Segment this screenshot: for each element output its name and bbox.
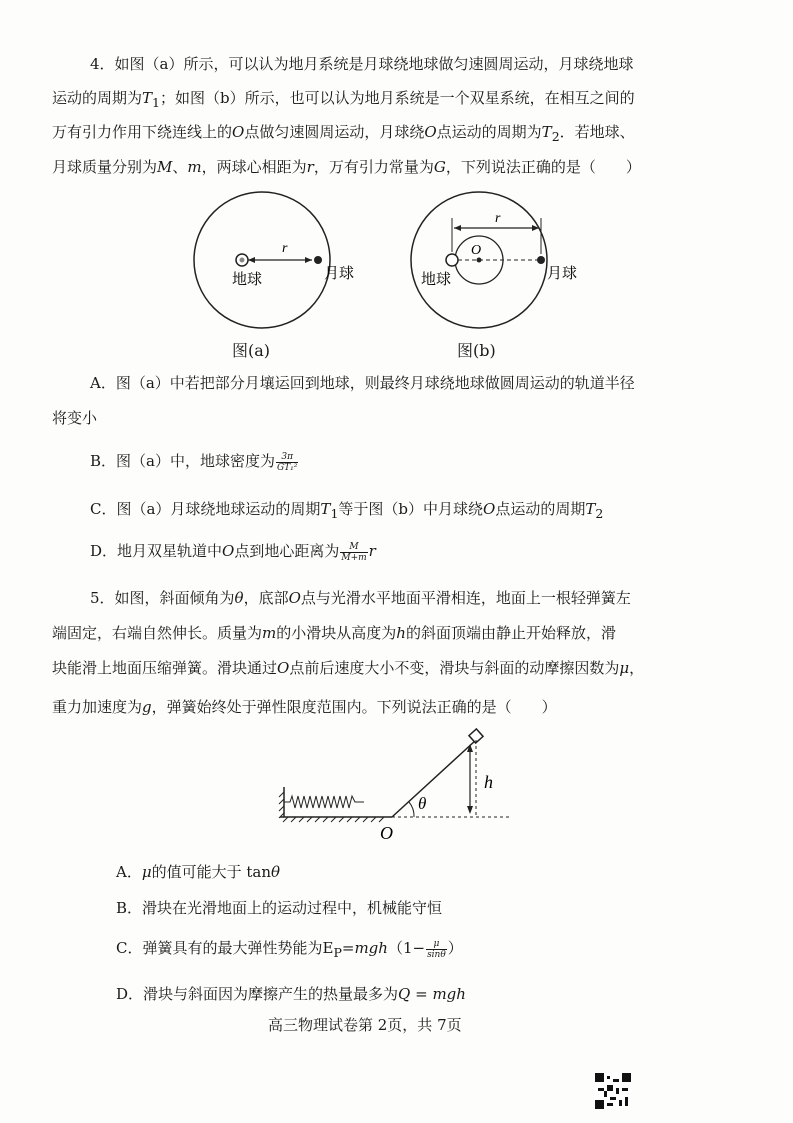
earth-center (240, 258, 245, 263)
q5-text: 5．如图，斜面倾角为 (90, 589, 235, 607)
q4-line-2 (52, 88, 635, 113)
arrow-head (467, 806, 473, 814)
angle-arc (409, 802, 414, 817)
mass-symbol: m (187, 158, 202, 176)
q5-text: 点前后速度大小不变，滑块与斜面的动摩擦因数为 (289, 659, 620, 677)
center-label: O (471, 243, 482, 258)
q4-option-a-cont (52, 408, 97, 428)
q4-line-1 (90, 54, 634, 74)
q5-option-d (116, 984, 466, 1004)
q4-text: ，两球心相距为 (201, 158, 307, 176)
option-text: D．地月双星轨道中 (90, 542, 223, 560)
q4-text: 点运动的周期为 (436, 123, 542, 141)
period-symbol: T (541, 123, 552, 141)
caption-b: 图(b) (457, 341, 496, 360)
energy-expression: mgh (432, 985, 466, 1003)
q4-text: 点做匀速圆周运动，月球绕 (244, 123, 425, 141)
q4-text: ．若地球、 (559, 123, 635, 141)
q4-text: ；如图（b）所示，也可以认为地月系统是一个双星系统，在相互之间的 (159, 89, 635, 107)
period-symbol: T (585, 500, 596, 518)
earth-label: 地球 (421, 270, 452, 288)
figure-a (180, 192, 355, 362)
subscript: 1 (330, 506, 339, 521)
q4-text: ，下列说法正确的是（ ） (445, 158, 641, 176)
q5-option-b (116, 898, 442, 918)
q5-text: ，底部 (243, 589, 289, 607)
q4-option-a (90, 373, 635, 393)
q4-option-b (90, 451, 299, 473)
option-text: A． (116, 863, 142, 881)
option-text: = (410, 985, 433, 1003)
moon-label: 月球 (547, 264, 578, 282)
q4-text: 月球质量分别为 (52, 158, 158, 176)
distance-fraction (340, 542, 367, 563)
numerator: μ (426, 939, 447, 950)
arrow-head (305, 257, 312, 263)
q5-option-c (116, 938, 463, 963)
q4-line-3 (52, 122, 635, 147)
mass-symbol: m (262, 624, 277, 642)
q5-text: ， (629, 659, 645, 677)
q5-line-1 (90, 588, 631, 608)
numerator: 3π (276, 452, 298, 463)
period-symbol: T (142, 89, 153, 107)
angle-label: θ (418, 794, 427, 813)
subscript: 2 (551, 129, 560, 144)
heat-symbol: Q (398, 985, 411, 1003)
option-text: 的值可能大于 tan (151, 863, 271, 881)
q4-line-4 (52, 157, 641, 177)
q5-text: 的小滑块从高度为 (276, 624, 397, 642)
radius-label: r (282, 241, 288, 256)
q5-text: 块能滑上地面压缩弹簧。滑块通过 (52, 659, 278, 677)
subscript: P (333, 945, 342, 960)
period-symbol: T (320, 500, 331, 518)
option-text: C．弹簧具有的最大弹性势能为E (116, 939, 334, 957)
q4-text: ，万有引力常量为 (313, 158, 434, 176)
option-text: （1− (387, 939, 426, 957)
spring (284, 796, 364, 808)
q5-line-2 (52, 623, 616, 643)
option-text: 点到地心距离为 (234, 542, 340, 560)
subscript: 1 (152, 95, 160, 110)
option-text: A．图（a）中若把部分月壤运回到地球，则最终月球绕地球做圆周运动的轨道半径 (90, 374, 635, 392)
qr-code-icon (595, 1073, 631, 1109)
q5-text: 端固定，右端自然伸长。质量为 (52, 624, 263, 642)
height-symbol: h (396, 624, 406, 642)
figure-b (405, 192, 605, 362)
q5-option-a (116, 862, 280, 882)
incline (392, 740, 476, 817)
point-symbol: O (222, 542, 235, 560)
arrow-head (248, 257, 255, 263)
q5-text: ，弹簧始终处于弹性限度范围内。下列说法正确的是（ ） (151, 698, 557, 716)
density-fraction (276, 452, 298, 473)
option-text: 等于图（b）中月球绕 (338, 500, 483, 518)
moon-icon (537, 256, 545, 264)
option-text: 点运动的周期 (495, 500, 586, 518)
arrow-head (454, 225, 461, 231)
constant-symbol: G (433, 158, 446, 176)
distance-symbol: r (368, 542, 376, 560)
denominator: M+m (341, 552, 367, 563)
q4-option-d (90, 541, 376, 563)
point-symbol: O (232, 123, 245, 141)
point-o-label: O (380, 823, 393, 843)
caption-a: 图(a) (232, 341, 271, 360)
point-symbol: O (483, 500, 496, 518)
mu-over-sin-fraction (426, 939, 447, 960)
footer-text: 高三物理试卷第 2页，共 7页 (268, 1016, 462, 1034)
point-symbol: O (288, 589, 301, 607)
point-symbol: O (277, 659, 290, 677)
incline-figure (270, 722, 520, 847)
q4-text: 4．如图（a）所示，可以认为地月系统是月球绕地球做匀速圆周运动，月球绕地球 (90, 55, 634, 73)
denominator: GT₁² (276, 462, 298, 473)
option-text: = (341, 939, 355, 957)
option-text: B．图（a）中，地球密度为 (90, 452, 275, 470)
subscript: 2 (595, 506, 604, 521)
moon-label: 月球 (324, 264, 355, 282)
option-text: ） (447, 939, 463, 957)
distance-label: r (495, 211, 501, 226)
energy-expression: mgh (354, 939, 388, 957)
earth-label: 地球 (232, 270, 263, 288)
option-text: B．滑块在光滑地面上的运动过程中，机械能守恒 (116, 899, 443, 917)
gravity-symbol: g (142, 698, 152, 716)
distance-symbol: r (306, 158, 314, 176)
page-footer (268, 1015, 462, 1035)
q5-text: 重力加速度为 (52, 698, 143, 716)
option-text: D．滑块与斜面因为摩擦产生的热量最多为 (116, 985, 399, 1003)
friction-symbol: μ (619, 659, 630, 677)
option-text: C．图（a）月球绕地球运动的周期 (90, 500, 321, 518)
friction-symbol: μ (141, 863, 152, 881)
earth-icon (446, 254, 458, 266)
q4-text: 万有引力作用下绕连线上的 (52, 123, 233, 141)
q5-line-4 (52, 697, 557, 717)
option-text: 将变小 (52, 409, 98, 427)
q4-text: 运动的周期为 (52, 89, 143, 107)
moon-icon (314, 256, 322, 264)
point-symbol: O (424, 123, 437, 141)
mass-symbol: M (157, 158, 173, 176)
denominator: sinθ (427, 949, 446, 960)
numerator: M (340, 542, 367, 553)
angle-symbol: θ (234, 589, 244, 607)
q5-line-3 (52, 658, 644, 678)
angle-symbol: θ (271, 863, 281, 881)
q5-text: 的斜面顶端由静止开始释放，滑 (405, 624, 616, 642)
q5-text: 点与光滑水平地面平滑相连，地面上一根轻弹簧左 (300, 589, 631, 607)
q4-option-c (90, 499, 603, 524)
height-label: h (484, 772, 493, 792)
q4-text: 、 (172, 158, 188, 176)
